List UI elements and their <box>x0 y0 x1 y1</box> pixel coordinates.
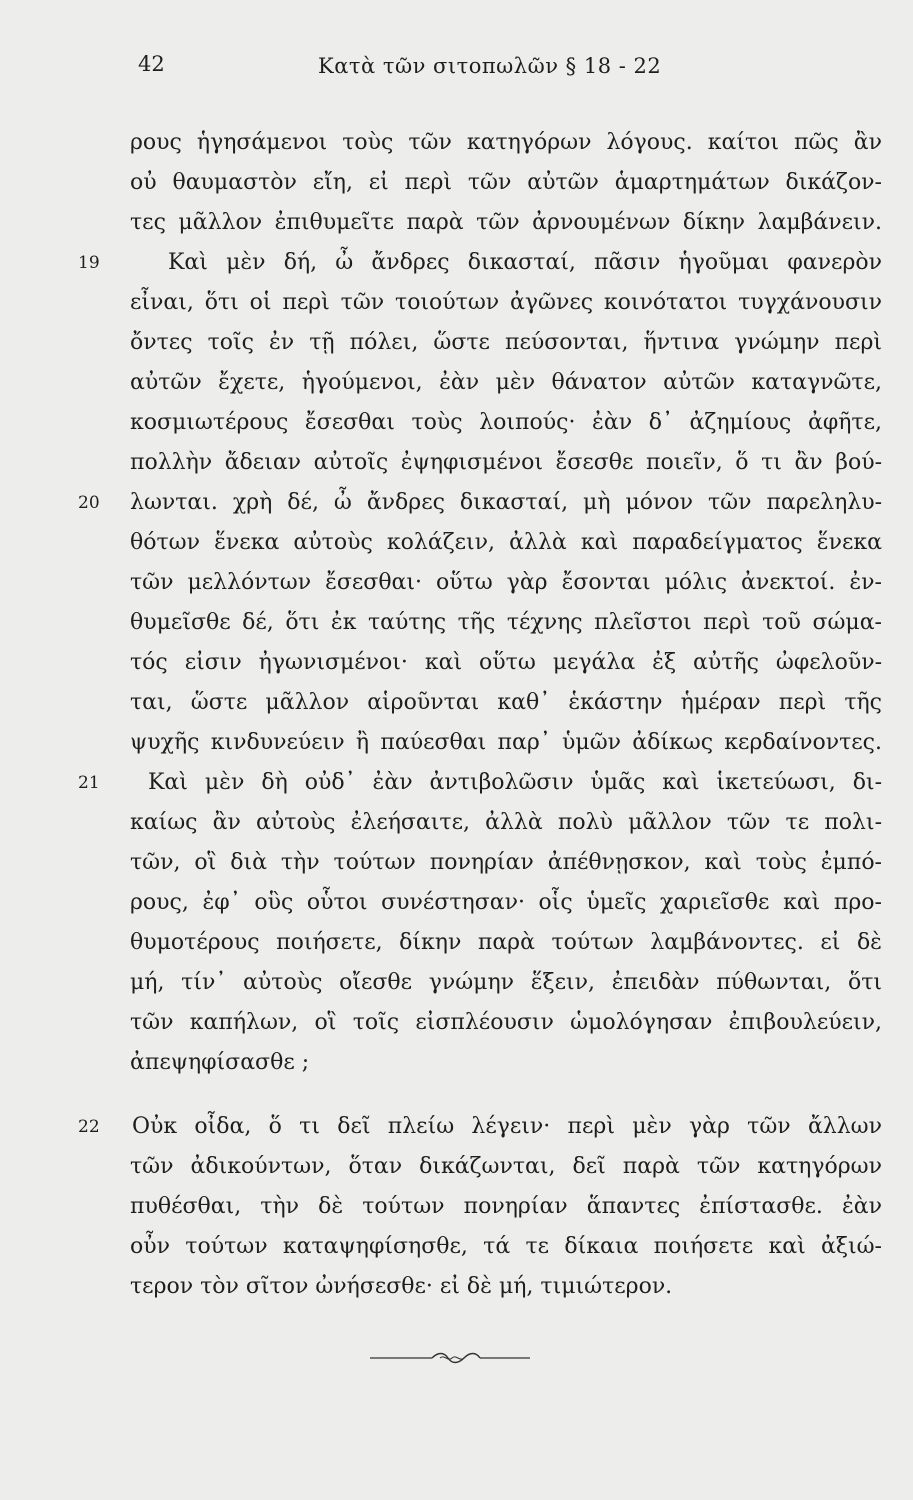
running-title: Κατὰ τῶν σιτοπωλῶν § 18 - 22 <box>318 54 662 78</box>
section-number: 19 <box>78 253 100 273</box>
text-line: ὄντες τοῖς ἐν τῇ πόλει, ὥστε πεύσονται, ἥντινα γνώμην περὶ <box>130 330 882 355</box>
text-line: θότων ἕνεκα αὐτοὺς κολάζειν, ἀλλὰ καὶ παραδείγματος ἕνεκα <box>130 530 882 555</box>
text-line: τῶν καπήλων, οἳ τοῖς εἰσπλέουσιν ὡμολόγησαν ἐπιβουλεύειν, <box>130 1010 882 1035</box>
text-line: λωνται. χρὴ δέ, ὦ ἄνδρες δικασταί, μὴ μόνον τῶν παρεληλυ- <box>130 490 882 515</box>
section-number: 22 <box>78 1117 100 1137</box>
text-line: Καὶ μὲν δή, ὦ ἄνδρες δικασταί, πᾶσιν ἡγοῦμαι φανερὸν <box>168 250 882 275</box>
page-header <box>0 52 913 92</box>
text-line: τῶν, οἳ διὰ τὴν τούτων πονηρίαν ἀπέθνῃσκον, καὶ τοὺς ἐμπό- <box>130 850 882 875</box>
text-line: ψυχῆς κινδυνεύειν ἢ παύεσθαι παρ᾽ ὑμῶν ἀδίκως κερδαίνοντες. <box>130 730 882 755</box>
end-ornament <box>370 1352 530 1364</box>
text-line: ρους ἡγησάμενοι τοὺς τῶν κατηγόρων λόγους. καίτοι πῶς ἂν <box>130 130 882 155</box>
text-line: Οὐκ οἶδα, ὅ τι δεῖ πλείω λέγειν· περὶ μὲν γὰρ τῶν ἄλλων <box>132 1114 882 1139</box>
text-line: τός εἰσιν ἠγωνισμένοι· καὶ οὕτω μεγάλα ἐξ αὐτῆς ὠφελοῦν- <box>130 650 882 675</box>
page-number: 42 <box>138 52 165 76</box>
text-line: πυθέσθαι, τὴν δὲ τούτων πονηρίαν ἅπαντες ἐπίστασθε. ἐὰν <box>130 1194 882 1219</box>
text-line: θυμεῖσθε δέ, ὅτι ἐκ ταύτης τῆς τέχνης πλεῖστοι περὶ τοῦ σώμα- <box>130 610 882 635</box>
text-line: καίως ἂν αὐτοὺς ἐλεήσαιτε, ἀλλὰ πολὺ μᾶλλον τῶν τε πολι- <box>130 810 882 835</box>
section-number: 20 <box>78 493 100 513</box>
text-line: ται, ὥστε μᾶλλον αἱροῦνται καθ᾽ ἑκάστην ἡμέραν περὶ τῆς <box>130 690 882 715</box>
section-number: 21 <box>78 773 100 793</box>
text-line: ἀπεψηφίσασθε ; <box>130 1050 310 1075</box>
text-line: τῶν μελλόντων ἔσεσθαι· οὕτω γὰρ ἔσονται μόλις ἀνεκτοί. ἐν- <box>130 570 882 595</box>
text-line: μή, τίν᾽ αὐτοὺς οἴεσθε γνώμην ἕξειν, ἐπειδὰν πύθωνται, ὅτι <box>130 970 882 995</box>
text-line: τες μᾶλλον ἐπιθυμεῖτε παρὰ τῶν ἀρνουμένων δίκην λαμβάνειν. <box>130 210 882 235</box>
text-line: Καὶ μὲν δὴ οὐδ᾽ ἐὰν ἀντιβολῶσιν ὑμᾶς καὶ ἱκετεύωσι, δι- <box>148 770 882 795</box>
text-line: κοσμιωτέρους ἔσεσθαι τοὺς λοιπούς· ἐὰν δ᾽ ἀζημίους ἀφῆτε, <box>130 410 882 435</box>
text-line: εἶναι, ὅτι οἱ περὶ τῶν τοιούτων ἀγῶνες κοινότατοι τυγχάνουσιν <box>130 290 882 315</box>
text-line: πολλὴν ἄδειαν αὐτοῖς ἐψηφισμένοι ἔσεσθε ποιεῖν, ὅ τι ἂν βού- <box>130 450 882 475</box>
text-line: θυμοτέρους ποιήσετε, δίκην παρὰ τούτων λαμβάνοντες. εἰ δὲ <box>130 930 882 955</box>
text-line: οὖν τούτων καταψηφίσησθε, τά τε δίκαια ποιήσετε καὶ ἀξιώ- <box>130 1234 882 1259</box>
text-line: οὐ θαυμαστὸν εἴη, εἰ περὶ τῶν αὐτῶν ἁμαρτημάτων δικάζον- <box>130 170 882 195</box>
text-line: ρους, ἐφ᾽ οὓς οὗτοι συνέστησαν· οἷς ὑμεῖς χαριεῖσθε καὶ προ- <box>130 890 882 915</box>
text-line: τῶν ἀδικούντων, ὅταν δικάζωνται, δεῖ παρὰ τῶν κατηγόρων <box>130 1154 882 1179</box>
text-line: τερον τὸν σῖτον ὠνήσεσθε· εἰ δὲ μή, τιμιώτερον. <box>130 1274 673 1299</box>
text-line: αὐτῶν ἔχετε, ἡγούμενοι, ἐὰν μὲν θάνατον αὐτῶν καταγνῶτε, <box>130 370 882 395</box>
